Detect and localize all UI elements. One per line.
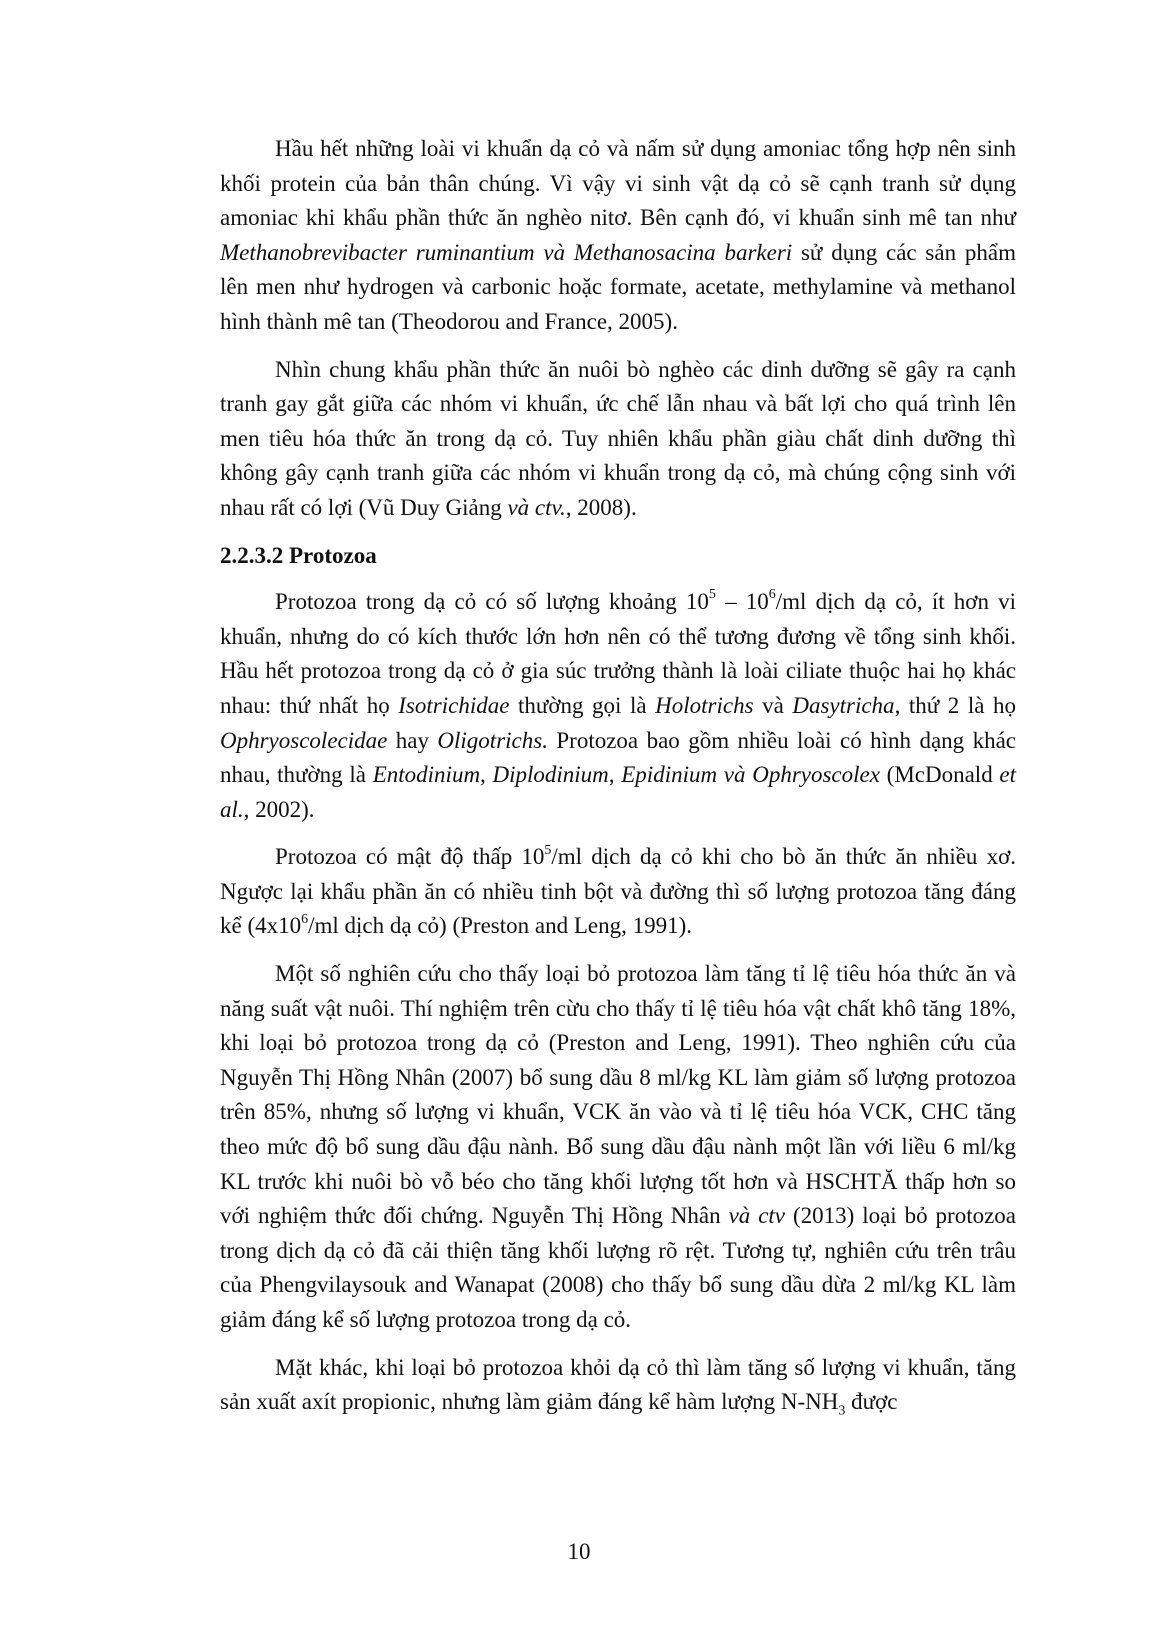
text-run: hay — [387, 727, 438, 753]
text-run: Mặt khác, khi loại bỏ protozoa khỏi dạ cỏ thì làm tăng số lượng vi khuẩn, tăng sản xuất axít propionic, nhưng làm giảm đáng kể hàm lượng N-NH — [220, 1354, 1016, 1415]
text-run: sử dụng các sản phẩm lên men như hydrogen và carbonic hoặc formate, acetate, methylamine và methanol hình thành mê tan (Theodorou and France, 2005). — [220, 239, 1016, 334]
paragraph-propionic — [220, 1351, 1016, 1420]
paragraph-nutrition-competition — [220, 353, 1016, 526]
text-run: (2013) loại bỏ protozoa trong dịch dạ cỏ đã cải thiện tăng khối lượng rõ rệt. Tương tự, nghiên cứu trên trâu của Phengvilaysouk and Wanapat (2008) cho thấy bổ sung dầu dừa 2 ml/kg KL làm giảm đáng kể số lượng protozoa trong dạ cỏ. — [220, 1203, 1017, 1332]
subscript: 3 — [838, 1403, 846, 1419]
text-run: /ml dịch dạ cỏ, ít hơn vi khuẩn, nhưng do có kích thước lớn hơn nên có thể tương đương về tổng sinh khối. Hầu hết protozoa trong dạ cỏ ở gia súc trưởng thành là loài ciliate thuộc hai họ khác nhau: thứ nhất họ — [220, 589, 1016, 718]
superscript: 5 — [708, 587, 716, 603]
text-run: Protozoa trong dạ cỏ có số lượng khoảng 10 — [275, 589, 709, 615]
superscript: 6 — [768, 587, 776, 603]
text-run: , thứ 2 là họ — [894, 692, 1016, 718]
taxon-name: Oligotrichs. — [437, 727, 548, 753]
text-run: (McDonald — [879, 762, 1000, 788]
text-run: – 10 — [715, 589, 769, 615]
text-run: thường gọi là — [509, 692, 656, 718]
text-run: Một số nghiên cứu cho thấy loại bỏ protozoa làm tăng tỉ lệ tiêu hóa thức ăn và năng suất vật nuôi. Thí nghiệm trên cừu cho thấy tỉ lệ tiêu hóa vật chất khô tăng 18%, khi loại bỏ protozoa trong dạ cỏ (Preston and Leng, 1991). Theo nghiên cứu của Nguyễn Thị Hồng Nhân (2007) bổ sung dầu 8 ml/kg KL làm giảm số lượng protozoa trên 85%, nhưng số lượng vi khuẩn, VCK ăn vào và tỉ lệ tiêu hóa VCK, CHC tăng theo mức độ bổ sung dầu đậu nành. Bổ sung dầu đậu nành một lần với liều 6 ml/kg KL trước khi nuôi bò vỗ béo cho tăng khối lượng tốt hơn và HSCHTĂ thấp hơn so với nghiệm thức đối chứng. Nguyễn Thị Hồng Nhân — [220, 961, 1016, 1229]
text-run: và — [753, 692, 793, 718]
paragraph-protozoa-removal — [220, 957, 1016, 1338]
taxon-name: Ophryoscolecidae — [220, 727, 388, 753]
citation-etal: et al. — [220, 762, 1017, 822]
text-run: , 2002). — [243, 796, 315, 822]
text-run: được — [845, 1389, 898, 1415]
section-heading: 2.2.3.2 Protozoa — [220, 542, 377, 568]
text-run: Nhìn chung khẩu phần thức ăn nuôi bò nghèo các dinh dưỡng sẽ gây ra cạnh tranh gay gắt giữa các nhóm vi khuẩn, ức chế lẫn nhau và bất lợi cho quá trình lên men tiêu hóa thức ăn trong dạ cỏ. Tuy nhiên khẩu phần giàu chất dinh dưỡng thì không gây cạnh tranh giữa các nhóm vi khuẩn trong dạ cỏ, mà chúng cộng sinh với nhau rất có lợi (Vũ Duy Giảng — [220, 356, 1016, 520]
paragraph-protozoa-density — [220, 840, 1016, 944]
taxon-name: Dasytricha — [792, 692, 895, 718]
text-run: 2008). — [571, 494, 637, 520]
citation-etal: và ctv., — [507, 494, 572, 520]
text-run: /ml dịch dạ cỏ khi cho bò ăn thức ăn nhiều xơ. Ngược lại khẩu phần ăn có nhiều tinh bột và đường thì số lượng protozoa tăng đáng kể (4x10 — [220, 844, 1016, 939]
taxon-name: Holotrichs — [655, 692, 754, 718]
page-number: 10 — [567, 1539, 591, 1564]
paragraph-ammonia-bacteria — [220, 132, 1016, 340]
text-run: Protozoa có mật độ thấp 10 — [275, 844, 545, 870]
citation-etal: và ctv — [728, 1203, 786, 1229]
superscript: 6 — [301, 911, 309, 927]
taxon-name: Entodinium, Diplodinium, Epidinium và Ophryoscolex — [372, 762, 880, 788]
species-name: Methanobrevibacter ruminantium và Methanosacina barkeri — [220, 239, 793, 265]
text-run: /ml dịch dạ cỏ) (Preston and Leng, 1991). — [308, 913, 693, 939]
document-body — [220, 132, 1016, 1433]
text-run: Protozoa bao gồm nhiều loài có hình dạng khác nhau, thường là — [220, 727, 1016, 788]
taxon-name: Isotrichidae — [398, 692, 510, 718]
text-run: Hầu hết những loài vi khuẩn dạ cỏ và nấm sử dụng amoniac tổng hợp nên sinh khối protein của bản thân chúng. Vì vậy vi sinh vật dạ cỏ sẽ cạnh tranh sử dụng amoniac khi khẩu phần thức ăn nghèo nitơ. Bên cạnh đó, vi khuẩn sinh mê tan như — [220, 136, 1016, 231]
paragraph-protozoa-count — [220, 585, 1016, 827]
superscript: 5 — [544, 842, 552, 858]
